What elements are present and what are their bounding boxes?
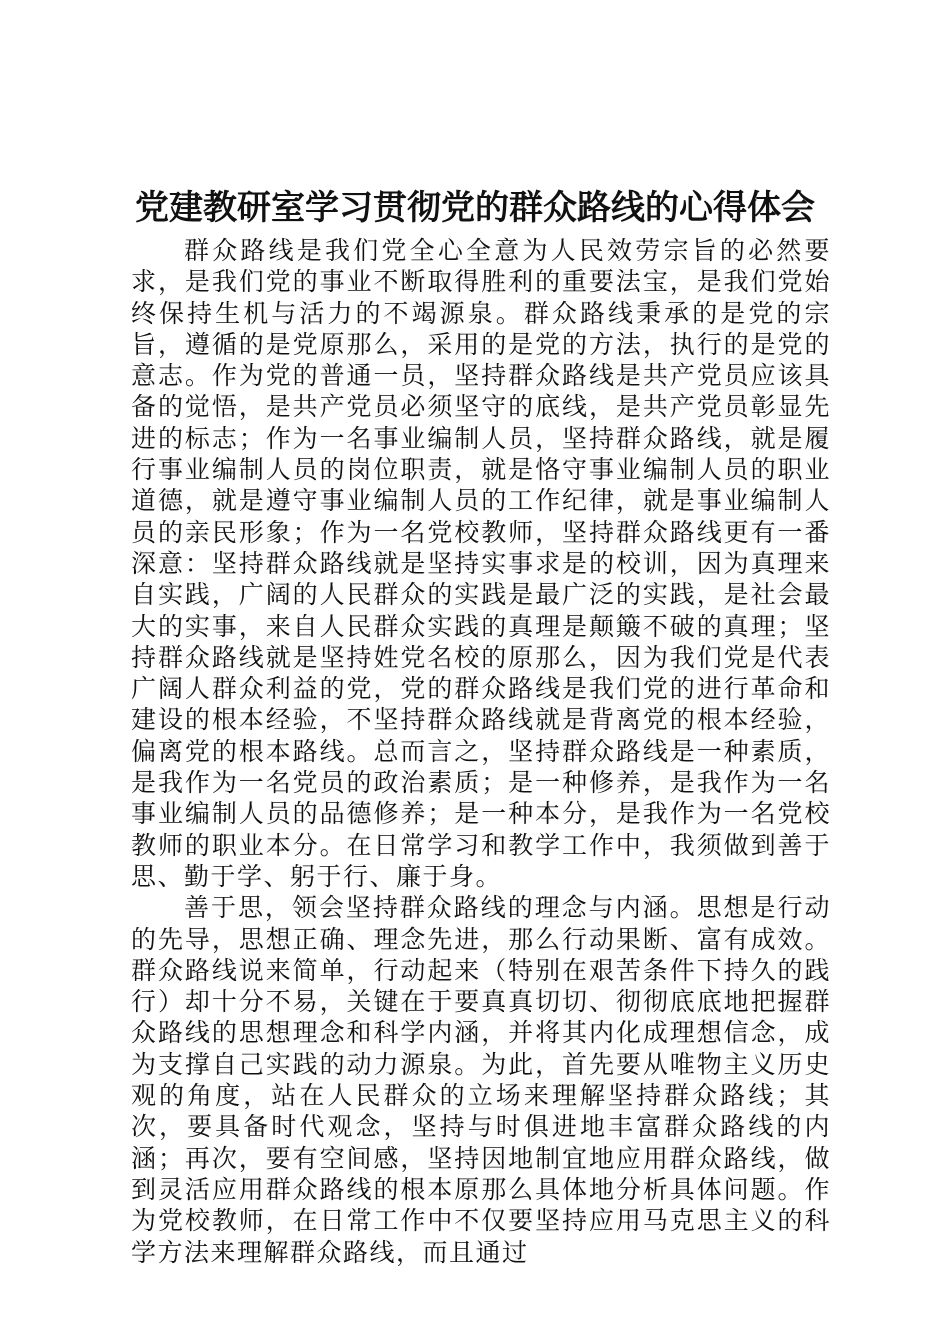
paragraph: 善于思，领会坚持群众路线的理念与内涵。思想是行动的先导，思想正确、理念先进，那么行动果断、富有成效。群众路线说来简单，行动起来（特别在艰苦条件下持久的践行）却十分不易，关键在于要真真切切、彻彻底底地把握群众路线的思想理念和科学内涵，并将其内化成理想信念，成为支撑自己实践的动力源泉。为此，首先要从唯物主义历史观的角度，站在人民群众的立场来理解坚持群众路线；其次，要具备时代观念，坚持与时俱进地丰富群众路线的内涵；再次，要有空间感，坚持因地制宜地应用群众路线，做到灵活应用群众路线的根本原那么具体地分析具体问题。作为党校教师，在日常工作中不仅要坚持应用马克思主义的科学方法来理解群众路线，而且通过 <box>131 893 831 1267</box>
document-body <box>131 235 831 1268</box>
document-title: 党建教研室学习贯彻党的群众路线的心得体会 <box>135 188 815 228</box>
paragraph: 群众路线是我们党全心全意为人民效劳宗旨的必然要求，是我们党的事业不断取得胜利的重要法宝，是我们党始终保持生机与活力的不竭源泉。群众路线秉承的是党的宗旨，遵循的是党原那么，采用的是党的方法，执行的是党的意志。作为党的普通一员，坚持群众路线是共产党员应该具备的觉悟，是共产党员必须坚守的底线，是共产党员彰显先进的标志；作为一名事业编制人员，坚持群众路线，就是履行事业编制人员的岗位职责，就是恪守事业编制人员的职业道德，就是遵守事业编制人员的工作纪律，就是事业编制人员的亲民形象；作为一名党校教师，坚持群众路线更有一番深意：坚持群众路线就是坚持实事求是的校训，因为真理来自实践，广阔的人民群众的实践是最广泛的实践，是社会最大的实事，来自人民群众实践的真理是颠簸不破的真理；坚持群众路线就是坚持姓党名校的原那么，因为我们党是代表广阔人群众利益的党，党的群众路线是我们党的进行革命和建设的根本经验，不坚持群众路线就是背离党的根本经验，偏离党的根本路线。总而言之，坚持群众路线是一种素质，是我作为一名党员的政治素质；是一种修养，是我作为一名事业编制人员的品德修养；是一种本分，是我作为一名党校教师的职业本分。在日常学习和教学工作中，我须做到善于思、勤于学、躬于行、廉于身。 <box>131 236 831 891</box>
